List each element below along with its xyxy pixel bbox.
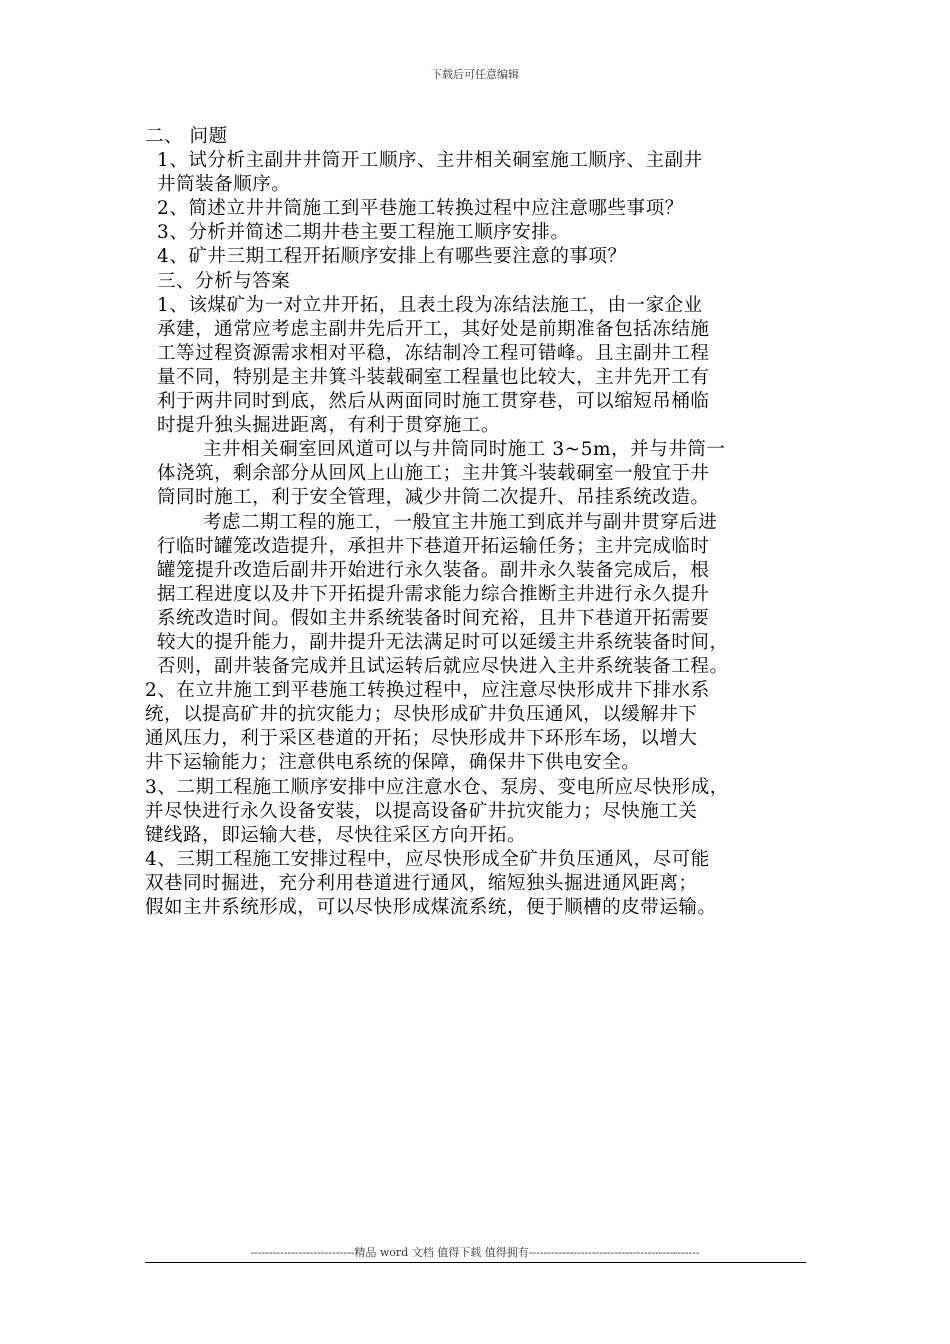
text-line: 三、分析与答案 <box>157 270 291 292</box>
text-line: 否则，副井装备完成并且试运转后就应尽快进入主井系统装备工程。 <box>157 656 729 678</box>
text-line: 通风压力，利于采区巷道的开拓；尽快形成井下环形车场，以增大 <box>145 728 698 750</box>
text-line: 3、分析并简述二期井巷主要工程施工顺序安排。 <box>157 222 570 244</box>
text-line: 较大的提升能力，副井提升无法满足时可以延缓主井系统装备时间， <box>157 631 729 653</box>
text-line: 井筒装备顺序。 <box>157 174 291 196</box>
text-line: 利于两井同时到底，然后从两面同时施工贯穿巷，可以缩短吊桶临 <box>157 391 710 413</box>
text-line: 并尽快进行永久设备安装，以提高设备矿井抗灾能力；尽快施工关 <box>145 800 698 822</box>
text-line: 行临时罐笼改造提升，承担井下巷道开拓运输任务；主井完成临时 <box>157 535 710 557</box>
text-line: 2、在立井施工到平巷施工转换过程中，应注意尽快形成井下排水系 <box>145 680 710 702</box>
text-line: 二、 问题 <box>145 126 228 147</box>
text-line: 筒同时施工，利于安全管理，减少井筒二次提升、吊挂系统改造。 <box>157 487 710 509</box>
text-line: 4、矿井三期工程开拓顺序安排上有哪些要注意的事项？ <box>157 246 627 268</box>
text-line: 1、该煤矿为一对立井开拓，且表土段为冻结法施工，由一家企业 <box>157 294 703 316</box>
text-line: 统，以提高矿井的抗灾能力；尽快形成矿井负压通风，以缓解井下 <box>145 704 698 726</box>
text-line: 体浇筑，剩余部分从回风上山施工；主井箕斗装载硐室一般宜于井 <box>157 463 710 485</box>
text-line: 据工程进度以及井下开拓提升需求能力综合推断主井进行永久提升 <box>157 583 710 605</box>
text-line: 罐笼提升改造后副井开始进行永久装备。副井永久装备完成后，根 <box>157 559 710 581</box>
text-line: 4、三期工程施工安排过程中，应尽快形成全矿井负压通风，尽可能 <box>145 848 710 870</box>
page-footer: ----------------------------精品 word 文档 值得下载 值得拥有---------------------------------------------- <box>250 1246 700 1259</box>
text-line: 假如主井系统形成，可以尽快形成煤流系统，便于顺槽的皮带运输。 <box>145 897 717 918</box>
text-line: 承建，通常应考虑主副井先后开工，其好处是前期准备包括冻结施 <box>157 318 710 340</box>
text-line: 考虑二期工程的施工，一般宜主井施工到底并与副井贯穿后进 <box>203 511 718 533</box>
text-line: 3、二期工程施工顺序安排中应注意水仓、泵房、变电所应尽快形成， <box>145 776 729 798</box>
footer-rule <box>145 1262 806 1263</box>
page-header: 下载后可任意编辑 <box>431 68 519 81</box>
document-body <box>145 125 815 920</box>
text-line: 键线路，即运输大巷，尽快往采区方向开拓。 <box>145 824 527 846</box>
text-line: 双巷同时掘进，充分利用巷道进行通风，缩短独头掘进通风距离； <box>145 872 698 894</box>
text-line: 时提升独头掘进距离，有利于贯穿施工。 <box>157 415 500 437</box>
text-line: 主井相关硐室回风道可以与井筒同时施工 3~5m，并与井筒一 <box>203 439 726 461</box>
text-line: 2、简述立井井筒施工到平巷施工转换过程中应注意哪些事项？ <box>157 198 684 220</box>
text-line: 工等过程资源需求相对平稳，冻结制冷工程可错峰。且主副井工程 <box>157 342 710 364</box>
text-line: 系统改造时间。假如主井系统装备时间充裕，且井下巷道开拓需要 <box>157 607 710 629</box>
text-line: 量不同，特别是主井箕斗装载硐室工程量也比较大，主井先开工有 <box>157 366 710 388</box>
text-line: 1、试分析主副井井筒开工顺序、主井相关硐室施工顺序、主副井 <box>157 150 703 172</box>
text-line: 井下运输能力；注意供电系统的保障，确保井下供电安全。 <box>145 752 641 774</box>
